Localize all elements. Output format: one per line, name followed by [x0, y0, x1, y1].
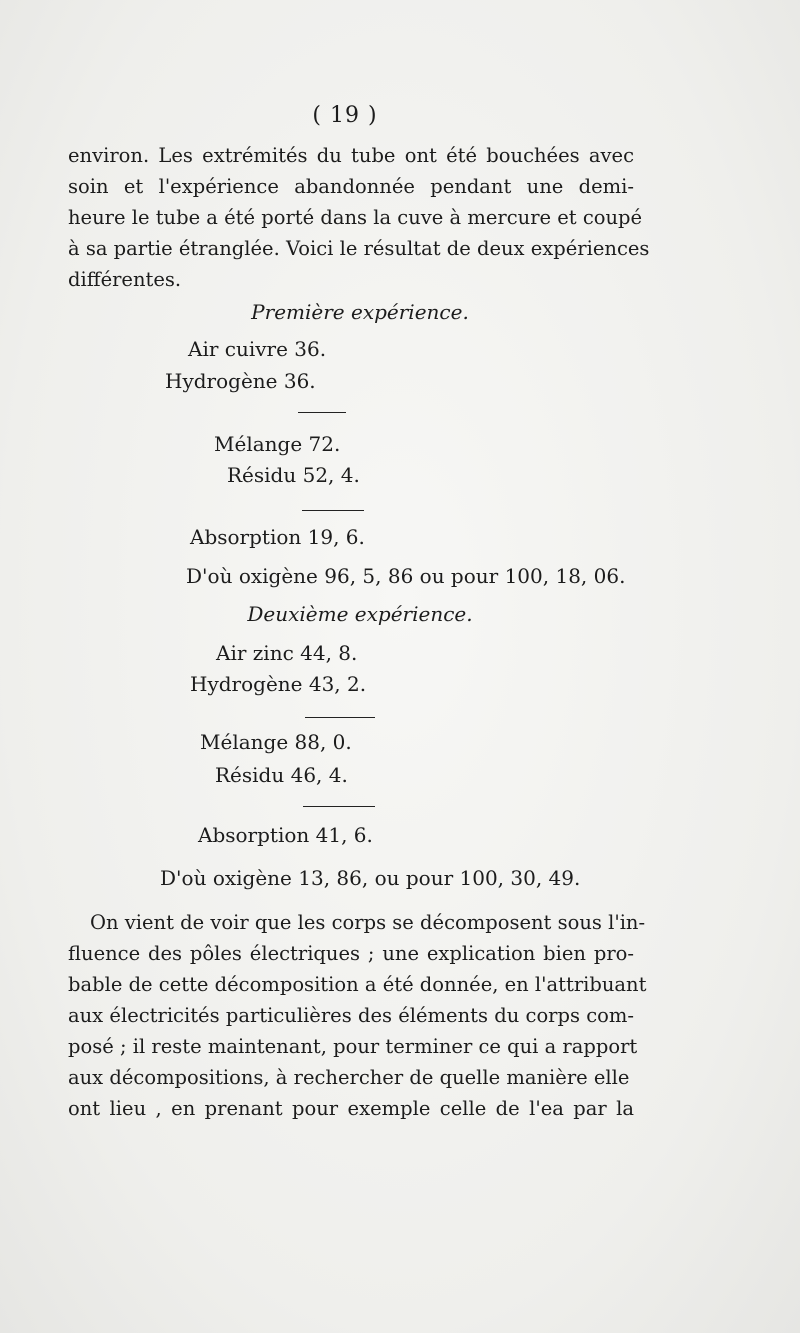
exp1-residu-row: Résidu 52, 4. [227, 463, 360, 487]
difference-rule [303, 806, 375, 807]
experiment1-title: Première expérience. [251, 300, 469, 324]
exp2-absorption-row: Absorption 41, 6. [198, 823, 373, 847]
experiment2-title: Deuxième expérience. [247, 602, 473, 626]
page-number: ( 19 ) [312, 103, 378, 128]
exp2-residu-row: Résidu 46, 4. [215, 763, 348, 787]
text-line: bable de cette décomposition a été donnée, en l'attribuant [68, 973, 647, 996]
exp1-melange-row: Mélange 72. [214, 432, 341, 456]
text-line: environ. Les extrémités du tube ont été bouchées avec [68, 144, 634, 167]
explanation-paragraph [68, 907, 647, 1124]
text-line: On vient de voir que les corps se décomposent sous l'in- [90, 911, 646, 934]
exp1-absorption-row: Absorption 19, 6. [190, 525, 365, 549]
exp2-hydrogene-row: Hydrogène 43, 2. [190, 672, 367, 696]
exp2-oxigene-row: D'où oxigène 13, 86, ou pour 100, 30, 49. [160, 866, 581, 890]
exp1-air-row: Air cuivre 36. [188, 337, 327, 361]
exp1-hydrogene-row: Hydrogène 36. [165, 369, 316, 393]
intro-paragraph [68, 140, 650, 295]
text-line: à sa partie étranglée. Voici le résultat de deux expériences [68, 237, 650, 260]
text-line: soin et l'expérience abandonnée pendant une demi- [68, 175, 634, 198]
exp2-air-row: Air zinc 44, 8. [216, 641, 358, 665]
difference-rule [302, 510, 364, 511]
exp1-oxigene-row: D'où oxigène 96, 5, 86 ou pour 100, 18, 06. [186, 564, 626, 588]
text-line: fluence des pôles électriques ; une explication bien pro- [68, 942, 634, 965]
text-line: posé ; il reste maintenant, pour terminer ce qui a rapport [68, 1035, 638, 1058]
text-line: aux décompositions, à rechercher de quelle manière elle [68, 1066, 630, 1089]
sum-rule [305, 717, 375, 718]
text-line: différentes. [68, 268, 182, 291]
text-line: ont lieu , en prenant pour exemple celle de l'ea par la [68, 1097, 634, 1120]
text-line: aux électricités particulières des éléments du corps com- [68, 1004, 634, 1027]
sum-rule [298, 412, 346, 413]
text-line: heure le tube a été porté dans la cuve à mercure et coupé [68, 206, 643, 229]
exp2-melange-row: Mélange 88, 0. [200, 730, 352, 754]
